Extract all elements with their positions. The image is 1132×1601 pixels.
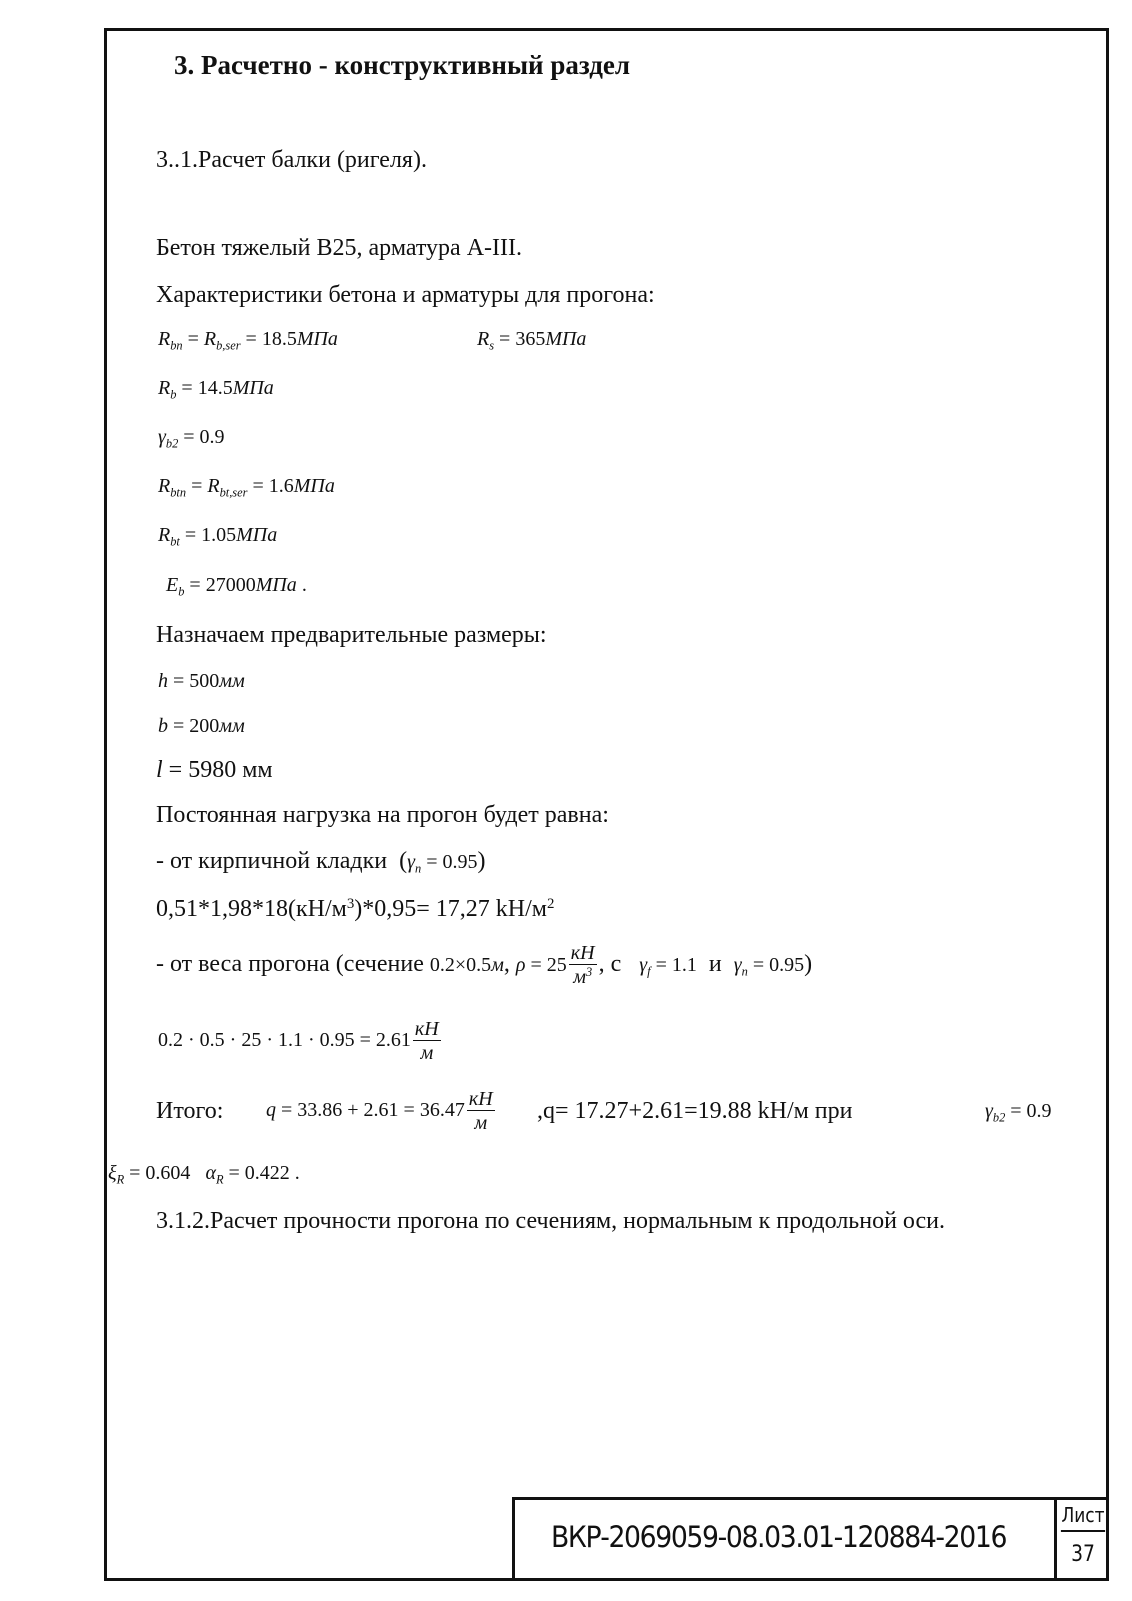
brick-calc-a: 0,51*1,98*18(кН/м bbox=[156, 896, 347, 922]
weight-unit-fraction bbox=[413, 1018, 441, 1065]
formula-rbtn: $R_{btn} = R_{bt,ser} = 1.6МПа$ bbox=[158, 475, 335, 500]
rbtn-unit: МПа bbox=[293, 475, 335, 497]
total-formula: = 33.86 + 2.61 = 36.47 bbox=[281, 1099, 465, 1122]
formula-h: h = 500мм bbox=[158, 670, 245, 692]
characteristics-heading: Характеристики бетона и арматуры для прогона: bbox=[156, 282, 655, 308]
formula-rb: $R_b = 14.5МПа$ bbox=[158, 377, 274, 402]
formula-rbt: $R_{bt} = 1.05МПа$ bbox=[158, 524, 278, 549]
weight-rho-value: = 25 bbox=[530, 954, 567, 977]
b-value: = 200 bbox=[173, 715, 220, 737]
weight-with: , с bbox=[598, 951, 622, 978]
formula-b: b = 200мм bbox=[158, 715, 245, 737]
rs-value: = 365 bbox=[499, 328, 546, 350]
total-unit-num: кН bbox=[468, 1088, 493, 1110]
b-unit: мм bbox=[219, 715, 245, 737]
total-gamma-value: = 0.9 bbox=[1010, 1100, 1052, 1122]
document-code: ВКР-2069059-08.03.01-120884-2016 bbox=[551, 1520, 1007, 1554]
total-label: Итого: bbox=[156, 1098, 224, 1124]
rho-unit-den: м bbox=[573, 966, 586, 988]
formula-rs: $R_s = 365МПа$ bbox=[477, 328, 587, 353]
sizes-heading: Назначаем предварительные размеры: bbox=[156, 622, 547, 648]
rbt-unit: МПа bbox=[236, 524, 278, 546]
sheet-number: 37 bbox=[1071, 1542, 1095, 1567]
subsection-heading: 3..1.Расчет балки (ригеля). bbox=[156, 147, 427, 173]
gamma-b2-value: = 0.9 bbox=[183, 426, 225, 448]
xi-value: = 0.604 bbox=[129, 1162, 191, 1184]
weight-unit-num: кН bbox=[414, 1018, 439, 1040]
rho-unit-num: кН bbox=[570, 942, 595, 964]
rho-unit-fraction: $\frac{кН}{м^3}$ bbox=[570, 942, 595, 988]
eb-unit: МПа bbox=[255, 574, 297, 596]
total-unit-den: м bbox=[474, 1112, 488, 1134]
formula-gamma-b2: $\gamma_{b2} = 0.9$ bbox=[158, 426, 225, 451]
sheet-label: Лист bbox=[1061, 1500, 1105, 1532]
section-title: 3. Расчетно - конструктивный раздел bbox=[174, 50, 631, 80]
rbtn-value: = 1.6 bbox=[252, 475, 294, 497]
h-value: = 500 bbox=[173, 670, 220, 692]
subsection-2-heading: 3.1.2.Расчет прочности прогона по сечениям, нормальным к продольной оси. bbox=[156, 1208, 946, 1234]
brick-load-line: - от кирпичной кладки $(\gamma_n = 0.95)$ bbox=[156, 848, 486, 876]
formula-eb: $E_b = 27000МПа$ . bbox=[166, 574, 307, 599]
weight-load-line: - от веса прогона (сечение 0.2×0.5м, ρ = 25 $\frac{кН}{м^3}$ , с $\gamma_f = 1.1$ и $\gamma_n = 0.95$) bbox=[156, 942, 813, 988]
h-unit: мм bbox=[219, 670, 245, 692]
weight-section-unit: м bbox=[491, 954, 504, 977]
weight-calc: 0.2 · 0.5 · 25 · 1.1 · 0.95 = 2.61 bbox=[158, 1029, 411, 1052]
load-heading: Постоянная нагрузка на прогон будет равна: bbox=[156, 802, 609, 828]
total-q2: ,q= 17.27+2.61=19.88 kH/м при bbox=[537, 1098, 853, 1124]
weight-calc-line bbox=[158, 1018, 443, 1065]
materials-line: Бетон тяжелый В25, арматура А-III. bbox=[156, 235, 522, 261]
total-formula-line: q = 33.86 + 2.61 = 36.47 $\frac{кН}{м}$ bbox=[266, 1088, 493, 1134]
rb-value: = 14.5 bbox=[181, 377, 233, 399]
brick-calc-line: $0,51*1,98*18(кН/м^3)*0,95= 17,27$ $kH/м^2$ bbox=[156, 895, 555, 922]
weight-unit-den: м bbox=[420, 1042, 434, 1064]
weight-section: 0.2×0.5 bbox=[429, 954, 492, 977]
brick-label: - от кирпичной кладки bbox=[156, 848, 388, 874]
formula-l: l = 5980 мм bbox=[156, 757, 273, 783]
brick-gamma-value: = 0.95 bbox=[426, 851, 478, 873]
rbn-unit: МПа bbox=[296, 328, 338, 350]
alpha-value: = 0.422 bbox=[228, 1162, 290, 1184]
l-text: = 5980 мм bbox=[162, 757, 273, 783]
weight-gf-value: = 1.1 bbox=[655, 954, 697, 977]
title-block bbox=[512, 1497, 1109, 1581]
formula-rbn: $R_{bn} = R_{b,ser} = 18.5МПа$ bbox=[158, 328, 338, 353]
xi-alpha-line: $\xi_R = 0.604$ $\alpha_R = 0.422$ . bbox=[108, 1162, 300, 1187]
weight-gn-value: = 0.95 bbox=[752, 954, 805, 977]
rb-unit: МПа bbox=[232, 377, 274, 399]
sheet-cell bbox=[1054, 1500, 1109, 1581]
weight-label: - от веса прогона (сечение bbox=[156, 951, 424, 978]
brick-calc-b: )*0,95= 17,27 kH/м bbox=[354, 896, 547, 922]
eb-value: = 27000 bbox=[189, 574, 256, 596]
total-gamma: $\gamma_{b2} = 0.9$ bbox=[985, 1100, 1052, 1125]
weight-and: и bbox=[708, 951, 722, 978]
rbt-value: = 1.05 bbox=[184, 524, 237, 546]
rbn-value: = 18.5 bbox=[245, 328, 297, 350]
total-unit-fraction bbox=[467, 1088, 495, 1135]
rs-unit: МПа bbox=[545, 328, 587, 350]
